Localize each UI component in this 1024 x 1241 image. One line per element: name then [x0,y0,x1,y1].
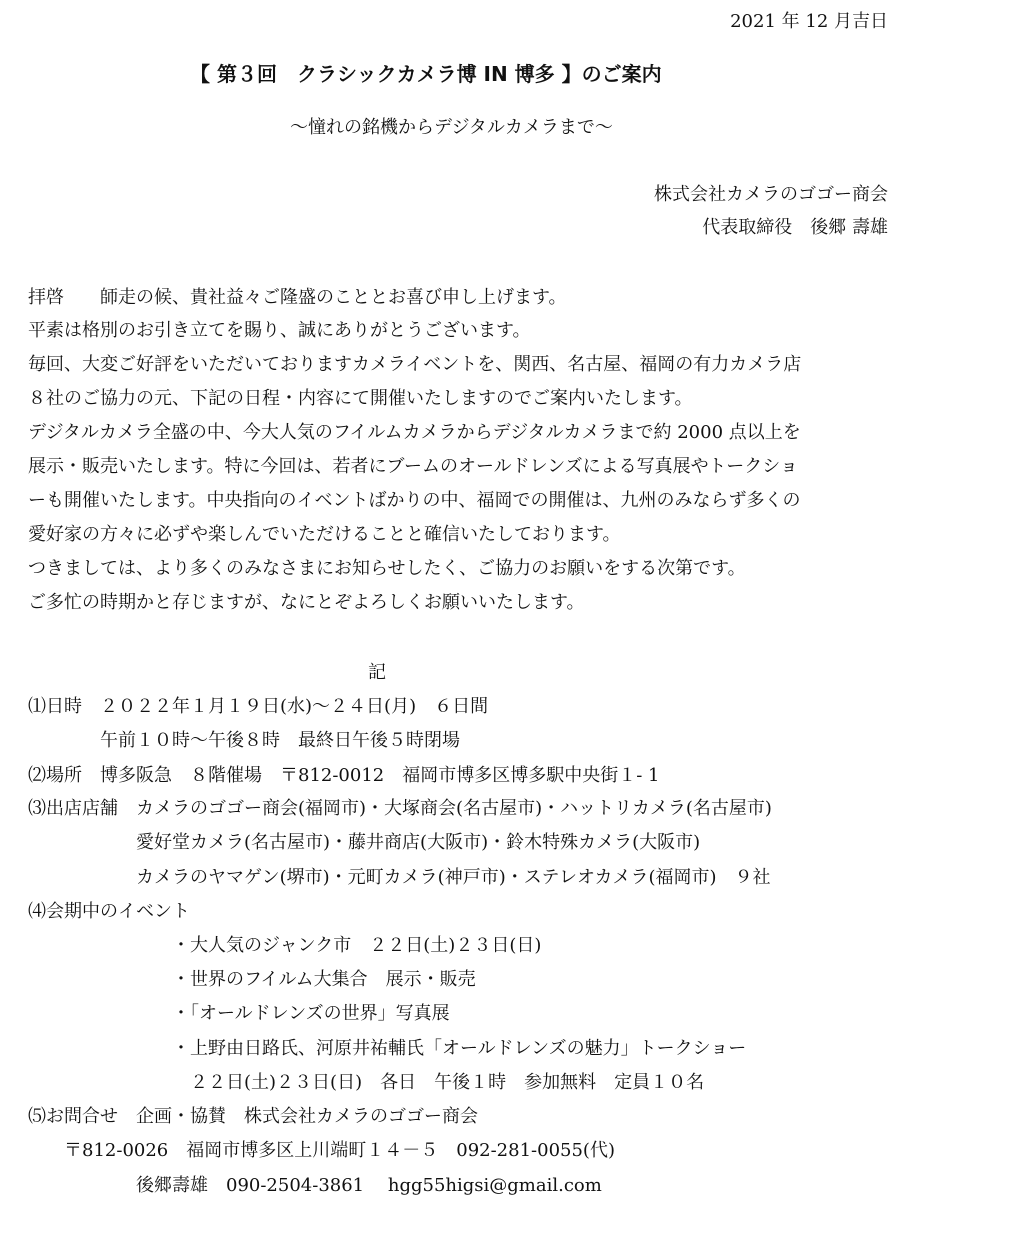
detail-line: ⑴日時 ２０２２年１月１９日(水)〜２４日(月) ６日間 [28,696,489,717]
body-line: 展示・販売いたします。特に今回は、若者にブームのオールドレンズによる写真展やトークショ [28,456,798,477]
detail-line: ・上野由日路氏、河原井祐輔氏「オールドレンズの魅力」トークショー [28,1038,747,1059]
detail-line: ・「オールドレンズの世界」写真展 [28,1003,450,1024]
sender-company: 株式会社カメラのゴゴー商会 [654,184,888,205]
detail-line: ⑷会期中のイベント [28,901,190,922]
body-line: 愛好家の方々に必ずや楽しんでいただけることと確信いたしております。 [28,524,621,545]
detail-line: ・大人気のジャンク市 ２２日(土)２３日(日) [28,935,542,956]
document-title: 【 第３回 クラシックカメラ博 IN 博多 】のご案内 [190,62,662,86]
detail-line: ・世界のフイルム大集合 展示・販売 [28,969,476,990]
body-line: デジタルカメラ全盛の中、今大人気のフイルムカメラからデジタルカメラまで約 2000 点以上を [28,422,801,443]
body-line: ８社のご協力の元、下記の日程・内容にて開催いたしますのでご案内いたします。 [28,388,693,409]
body-line: ーも開催いたします。中央指向のイベントばかりの中、福岡での開催は、九州のみならず多くの [28,490,801,511]
body-line: 平素は格別のお引き立てを賜り、誠にありがとうございます。 [28,320,531,341]
body-line: つきましては、より多くのみなさまにお知らせしたく、ご協力のお願いをする次第です。 [28,558,746,579]
detail-line: ２２日(土)２３日(日) 各日 午後１時 参加無料 定員１０名 [28,1072,705,1093]
document-date: 2021 年 12 月吉日 [730,11,888,32]
detail-line: 愛好堂カメラ(名古屋市)・藤井商店(大阪市)・鈴木特殊カメラ(大阪市) [28,832,701,853]
detail-line: ⑶出店店舗 カメラのゴゴー商会(福岡市)・大塚商会(名古屋市)・ハットリカメラ(名古屋市) [28,798,772,819]
detail-line: カメラのヤマゲン(堺市)・元町カメラ(神戸市)・ステレオカメラ(福岡市) ９社 [28,867,771,888]
detail-line: 〒812-0026 福岡市博多区上川端町１４－５ 092-281-0055(代) [28,1140,615,1161]
detail-line: ⑸お問合せ 企画・協賛 株式会社カメラのゴゴー商会 [28,1106,478,1127]
body-line: ご多忙の時期かと存じますが、なにとぞよろしくお願いいたします。 [28,592,585,613]
body-line: 毎回、大変ご好評をいただいておりますカメライベントを、関西、名古屋、福岡の有力カメラ店 [28,354,802,375]
sender-representative: 代表取締役 後郷 壽雄 [702,217,888,238]
body-line: 拝啓 師走の候、貴社益々ご隆盛のこととお喜び申し上げます。 [28,287,567,308]
detail-line: ⑵場所 博多阪急 ８階催場 〒812-0012 福岡市博多区博多駅中央街１- 1 [28,765,660,786]
detail-line: 後郷壽雄 090-2504-3861 hgg55higsi@gmail.com [28,1175,602,1196]
ki-heading: 記 [368,662,386,683]
document-subtitle: 〜憧れの銘機からデジタルカメラまで〜 [290,117,613,138]
detail-line: 午前１０時〜午後８時 最終日午後５時閉場 [28,730,460,751]
